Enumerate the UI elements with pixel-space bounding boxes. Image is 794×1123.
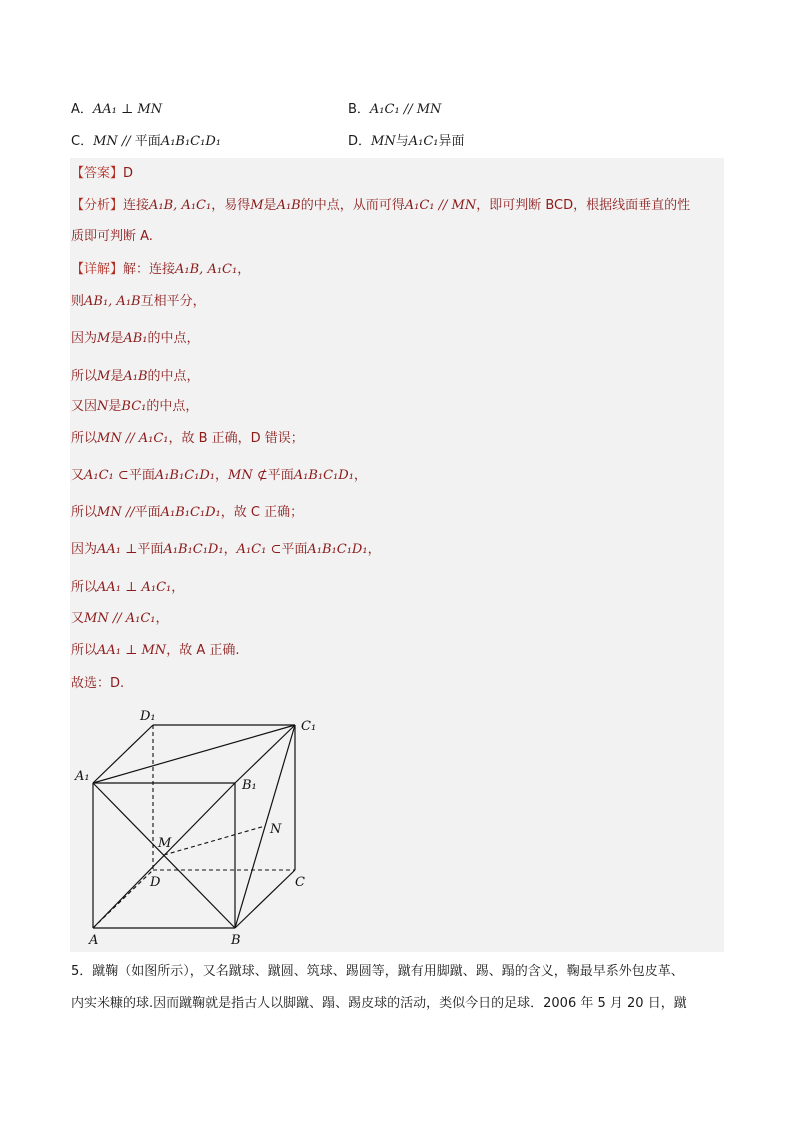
detail-text: ， — [171, 580, 185, 595]
analysis-line-1 — [71, 197, 690, 215]
option-a-letter: A． — [71, 102, 93, 117]
detail-text: 平面 — [134, 505, 161, 520]
detail-text: 的中点， — [147, 331, 200, 346]
detail-line-12 — [71, 675, 124, 693]
analysis-expr: M — [250, 198, 264, 213]
detail-expr: MN ⊄ — [228, 468, 268, 483]
cube-diagram — [70, 700, 370, 952]
label-b1: B₁ — [242, 778, 257, 793]
detail-expr: A₁B₁C₁D₁ — [163, 542, 224, 557]
detail-text: 的中点， — [147, 369, 200, 384]
detail-text: ， — [353, 468, 367, 483]
label-a1: A₁ — [75, 769, 90, 784]
detail-expr: AA₁ ⊥ — [97, 542, 138, 557]
answer-tag: 【答案】 — [71, 166, 124, 181]
option-c-expr: MN // — [93, 134, 135, 149]
detail-text: 因为 — [71, 542, 98, 557]
option-c-expr2: A₁B₁C₁D₁ — [160, 134, 221, 149]
detail-line-5 — [71, 430, 304, 448]
detail-expr: AB₁, A₁B — [84, 294, 141, 309]
detail-expr: A₁B₁C₁D₁ — [307, 542, 368, 557]
label-n: N — [270, 822, 282, 837]
option-b-expr: A₁C₁ // MN — [369, 102, 442, 117]
option-d-letter: D． — [348, 134, 372, 149]
detail-text: ，故 A 正确. — [166, 643, 240, 658]
analysis-text: ，易得 — [211, 198, 251, 213]
analysis-expr: A₁B — [276, 198, 301, 213]
option-b-letter: B． — [348, 102, 370, 117]
detail-text: 又 — [71, 611, 85, 626]
detail-expr: M — [97, 369, 111, 384]
detail-expr: A₁B₁C₁D₁ — [160, 505, 221, 520]
detail-text: 平面 — [128, 468, 155, 483]
detail-line-8 — [71, 541, 381, 559]
analysis-text: 是 — [263, 198, 277, 213]
detail-text: 是 — [110, 369, 124, 384]
analysis-line-2 — [71, 228, 153, 246]
label-b: B — [231, 933, 241, 948]
detail-text: 因为 — [71, 331, 98, 346]
label-c1: C₁ — [301, 719, 317, 734]
detail-line-9 — [71, 579, 184, 597]
analysis-text: 质即可判断 A. — [71, 229, 153, 244]
detail-text: ，故 B 正确，D 错误； — [168, 431, 304, 446]
detail-expr: AB₁ — [123, 331, 148, 346]
detail-expr: A₁B₁C₁D₁ — [293, 468, 354, 483]
option-d-expr2: A₁C₁ — [408, 134, 439, 149]
detail-expr: A₁B₁C₁D₁ — [154, 468, 215, 483]
option-c — [71, 133, 221, 151]
detail-line-2 — [71, 330, 200, 348]
detail-text: 所以 — [71, 643, 98, 658]
detail-text: ， — [155, 611, 169, 626]
option-d — [348, 133, 465, 151]
option-d-expr: MN — [371, 134, 396, 149]
option-b — [348, 101, 441, 119]
detail-expr: A₁B, A₁C₁ — [175, 262, 238, 277]
detail-expr: N — [97, 399, 109, 414]
answer-value: D — [123, 166, 134, 181]
option-c-letter: C． — [71, 134, 94, 149]
detail-text: 的中点， — [146, 399, 199, 414]
option-a-expr: AA₁ ⊥ MN — [92, 102, 163, 117]
detail-text: 平面 — [267, 468, 294, 483]
analysis-text: 的中点，从而可得 — [300, 198, 405, 213]
detail-text: 平面 — [281, 542, 308, 557]
detail-expr: AA₁ ⊥ A₁C₁ — [97, 580, 172, 595]
detail-line-3 — [71, 368, 200, 386]
label-d1: D₁ — [140, 709, 156, 724]
detail-text: ，故 C 正确； — [220, 505, 304, 520]
detail-text: 又 — [71, 468, 85, 483]
cube-figure — [70, 700, 724, 952]
segment-bc1 — [235, 725, 295, 928]
detail-line-7 — [71, 504, 303, 522]
detail-expr: MN // A₁C₁ — [84, 611, 156, 626]
detail-text: 又因 — [71, 399, 98, 414]
detail-text: 所以 — [71, 369, 98, 384]
option-d-text: 与 — [395, 134, 409, 149]
detail-line-4 — [71, 398, 198, 416]
label-c: C — [295, 875, 305, 890]
detail-text: ， — [215, 468, 229, 483]
detail-line-0 — [71, 261, 250, 279]
label-m: M — [158, 836, 172, 851]
detail-line-1 — [71, 293, 206, 311]
detail-text: 所以 — [71, 431, 98, 446]
detail-expr: MN // — [97, 505, 135, 520]
detail-text: 是 — [110, 331, 124, 346]
detail-text: 所以 — [71, 505, 98, 520]
detail-expr: M — [97, 331, 111, 346]
detail-expr: AA₁ ⊥ MN — [97, 643, 167, 658]
detail-expr: BC₁ — [121, 399, 147, 414]
question-5-line-2: 内实米糠的球.因而蹴鞠就是指古人以脚蹴、蹋、踢皮球的活动，类似今日的足球．2006 年 5 月 20 日，蹴 — [71, 996, 687, 1011]
label-a: A — [89, 933, 99, 948]
detail-expr: MN // A₁C₁ — [97, 431, 169, 446]
detail-text: 故选：D. — [71, 676, 125, 691]
detail-expr: A₁C₁ ⊂ — [236, 542, 282, 557]
detail-tag: 【详解】 — [71, 262, 124, 277]
detail-text: 解：连接 — [123, 262, 176, 277]
analysis-tag: 【分析】 — [71, 198, 124, 213]
detail-text: 平面 — [137, 542, 164, 557]
option-a — [71, 101, 162, 119]
detail-text: 则 — [71, 294, 85, 309]
detail-text: ， — [237, 262, 251, 277]
detail-line-10 — [71, 610, 169, 628]
detail-expr: A₁B — [123, 369, 148, 384]
analysis-text: 连接 — [123, 198, 150, 213]
detail-text: 所以 — [71, 580, 98, 595]
option-c-text: 平面 — [134, 134, 161, 149]
detail-expr: A₁C₁ ⊂ — [84, 468, 129, 483]
answer-line — [71, 165, 133, 183]
detail-line-6 — [71, 467, 367, 485]
analysis-expr: A₁B, A₁C₁ — [149, 198, 212, 213]
analysis-expr: A₁C₁ // MN — [404, 198, 477, 213]
question-5-line-1: 5．蹴鞠（如图所示），又名蹴球、蹴圆、筑球、踢圆等，蹴有用脚蹴、踢、蹋的含义，鞠最早系外包皮革、 — [71, 964, 684, 979]
option-d-text2: 异面 — [438, 134, 465, 149]
detail-text: 互相平分， — [140, 294, 206, 309]
detail-text: ， — [367, 542, 381, 557]
detail-line-11 — [71, 642, 239, 660]
detail-text: 是 — [108, 399, 122, 414]
detail-text: ， — [223, 542, 237, 557]
analysis-text: ，即可判断 BCD，根据线面垂直的性 — [476, 198, 691, 213]
label-d: D — [150, 875, 161, 890]
